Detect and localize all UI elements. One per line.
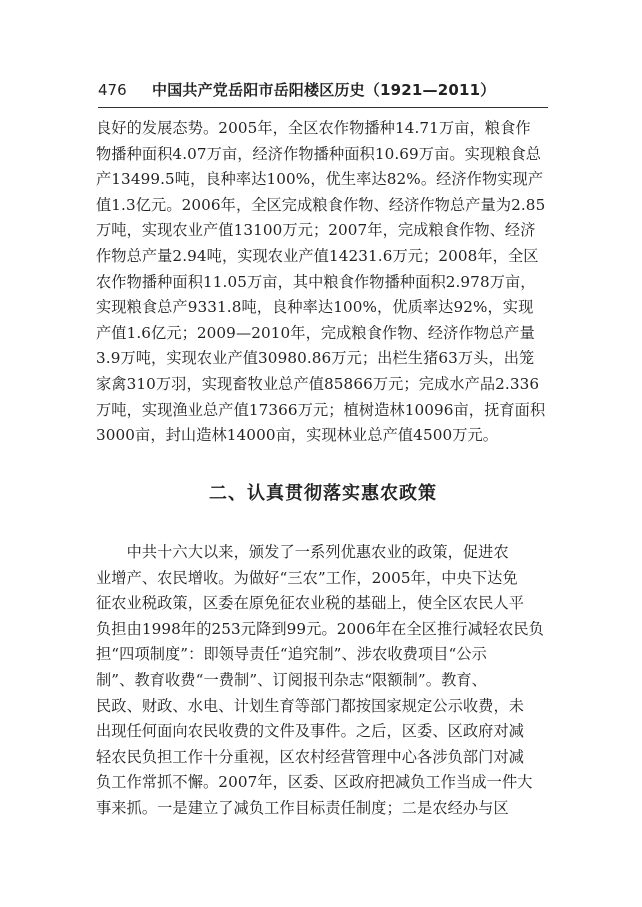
text-line: 物播种面积4.07万亩，经济作物播种面积10.69万亩。实现粮食总	[96, 144, 542, 163]
text-line: 出现任何面向农民收费的文件及事件。之后，区委、区政府对减	[96, 722, 525, 741]
text-line: 中共十六大以来，颁发了一系列优惠农业的政策，促进农	[96, 543, 509, 561]
text-line: 家禽310万羽，实现畜牧业总产值85866万元；完成水产品2.336	[96, 374, 540, 393]
text-line: 担“四项制度”：即领导责任“追究制”、涉农收费项目“公示	[96, 645, 487, 664]
text-line: 业增产、农民增收。为做好“三农”工作，2005年，中央下达免	[96, 568, 518, 587]
paragraph-rural-policy	[96, 540, 550, 822]
text-line: 产值1.6亿元；2009—2010年，完成粮食作物、经济作物总产量	[96, 323, 535, 342]
page-number: 476	[98, 81, 127, 99]
text-line: 民政、财政、水电、计划生育等部门都按国家规定公示收费，未	[96, 696, 525, 715]
text-line: 征农业税政策，区委在原免征农业税的基础上，使全区农民人平	[96, 594, 525, 613]
text-line: 产13499.5吨，良种率达100%，优生率达82%。经济作物实现产	[96, 170, 544, 189]
section-heading: 二、认真贯彻落实惠农政策	[209, 483, 437, 504]
text-line: 良好的发展态势。2005年，全区农作物播种14.71万亩，粮食作	[96, 119, 531, 137]
text-line: 制”、教育收费“一费制”、订阅报刊杂志“限额制”。教育、	[96, 670, 487, 689]
text-line: 负工作常抓不懈。2007年，区委、区政府把减负工作当成一件大	[96, 773, 533, 792]
text-line: 农作物播种面积11.05万亩，其中粮食作物播种面积2.978万亩，	[96, 272, 536, 291]
text-line: 3000亩，封山造林14000亩，实现林业总产值4500万元。	[96, 426, 499, 445]
text-line: 作物总产量2.94吨，实现农业产值14231.6万元；2008年，全区	[96, 246, 539, 265]
book-title: 中国共产党岳阳市岳阳楼区历史（1921—2011）	[152, 81, 496, 99]
text-line: 负担由1998年的253元降到99元。2006年在全区推行减轻农民负	[96, 619, 544, 638]
paragraph-agriculture-output	[96, 116, 550, 449]
text-line: 轻农民负担工作十分重视，区农村经营管理中心各涉负部门对减	[96, 747, 525, 766]
text-line: 事来抓。一是建立了减负工作目标责任制度；二是农经办与区	[96, 798, 509, 817]
text-line: 万吨，实现农业产值13100万元；2007年，完成粮食作物、经济	[96, 221, 536, 240]
running-header	[98, 79, 548, 108]
text-line: 3.9万吨，实现农业产值30980.86万元；出栏生猪63万头，出笼	[96, 349, 535, 368]
text-line: 实现粮食总产9331.8吨，良种率达100%，优质率达92%，实现	[96, 298, 534, 317]
text-line: 万吨，实现渔业总产值17366万元；植树造林10096亩，抚育面积	[96, 400, 546, 419]
text-line: 值1.3亿元。2006年，全区完成粮食作物、经济作物总产量为2.85	[96, 195, 546, 214]
